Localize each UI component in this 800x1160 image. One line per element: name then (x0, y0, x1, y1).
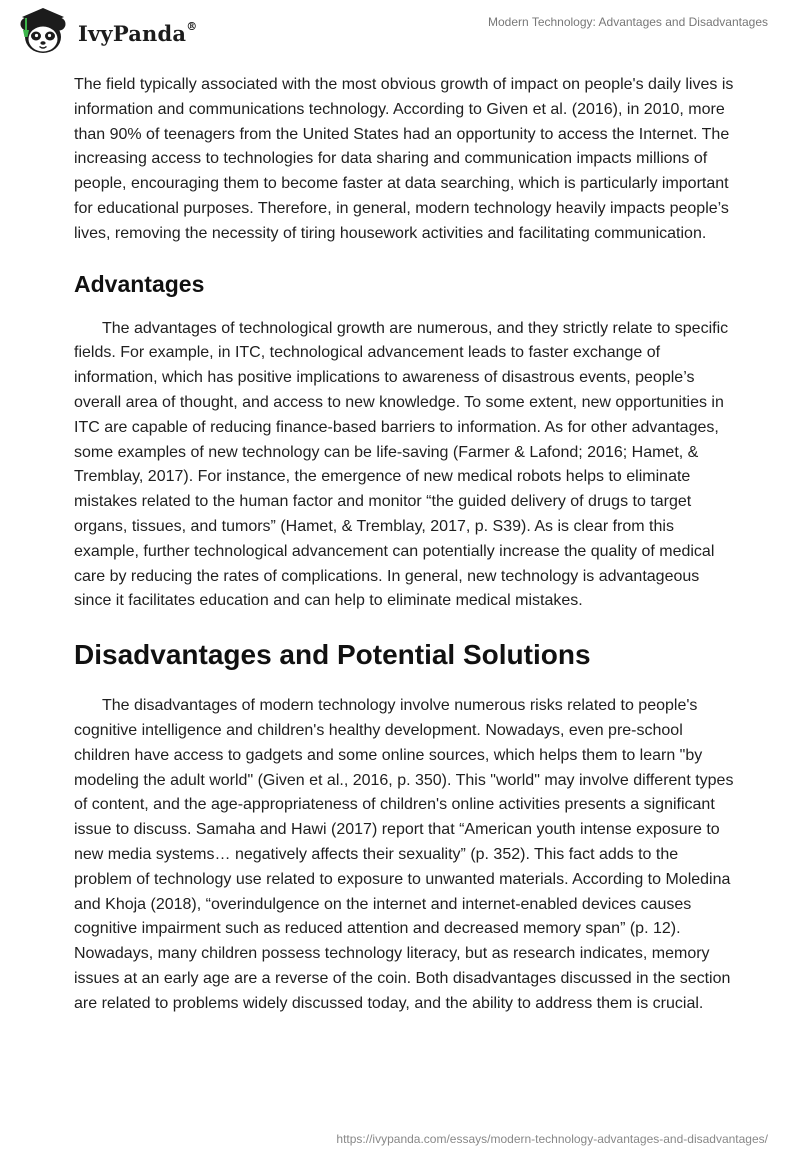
panda-graduate-icon (14, 6, 72, 58)
source-url[interactable]: https://ivypanda.com/essays/modern-technology-advantages-and-disadvantages/ (336, 1132, 768, 1146)
page-header (0, 0, 800, 70)
site-logo[interactable] (14, 6, 197, 58)
essay-content (74, 73, 734, 1017)
disadvantages-heading: Disadvantages and Potential Solutions (74, 639, 591, 671)
advantages-paragraph: The advantages of technological growth are numerous, and they strictly relate to specific fields. For example, in ITC, technological advancement leads to faster exchange of information, which has positive implications to awareness of disastrous events, people’s overall area of thought, and access to new knowledge. To some extent, new opportunities in ITC are capable of reducing finance-based barriers to information. As for other advantages, some examples of new technology can be life-saving (Farmer & Lafond; 2016; Hamet, & Tremblay, 2017). For instance, the emergence of new medical robots helps to eliminate mistakes related to the human factor and monitor “the guided delivery of drugs to target organs, tissues, and tumors” (Hamet, & Tremblay, 2017, p. S39). As is clear from this example, further technological advancement can potentially increase the quality of medical care by reducing the rates of complications. In general, new technology is advantageous since it facilitates education and can help to eliminate medical mistakes. (74, 319, 729, 610)
advantages-heading: Advantages (74, 270, 205, 297)
brand-name: IvyPanda® (78, 19, 198, 46)
disadvantages-paragraph: The disadvantages of modern technology involve numerous risks related to people's cognitive intelligence and children's healthy development. Nowadays, even pre-school children have access to gadgets and some online sources, which helps them to learn "by modeling the adult world" (Given et al., 2016, p. 350). This "world" may involve different types of content, and the age-appropriateness of children's online activities presents a significant issue to discuss. Samaha and Hawi (2017) report that “American youth intense exposure to new media systems… negatively affects their sexuality” (p. 352). This fact adds to the problem of technology use related to exposure to unwanted materials. According to Moledina and Khoja (2018), “overindulgence on the internet and internet-enabled devices causes cognitive impairment such as reduced attention and decreased memory span” (p. 12). Nowadays, many children possess technology literacy, but as research indicates, memory issues at an early age are a reverse of the coin. Both disadvantages discussed in the section are related to problems widely discussed today, and the ability to address them is crucial. (74, 697, 734, 1012)
intro-paragraph: The field typically associated with the most obvious growth of impact on people's daily lives is information and communications technology. According to Given et al. (2016), in 2010, more than 90% of teenagers from the United States had an opportunity to access the Internet. The increasing access to technologies for data sharing and communication impacts millions of people, encouraging them to become faster at data searching, which is particularly important for educational purposes. Therefore, in general, modern technology heavily impacts people’s lives, removing the necessity of tiring housework activities and facilitating communication. (74, 76, 734, 242)
document-title: Modern Technology: Advantages and Disadvantages (488, 15, 768, 29)
